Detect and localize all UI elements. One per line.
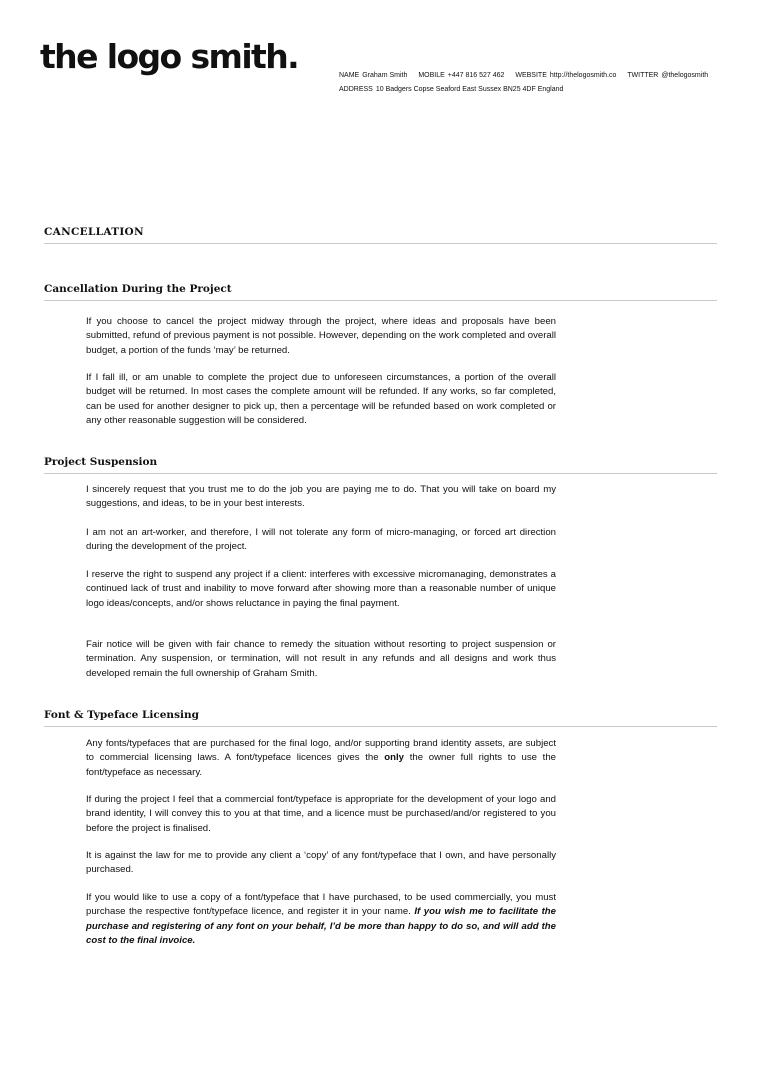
paragraph: If during the project I feel that a commercial font/typeface is appropriate for the development of your logo and brand identity, I will convey this to you at that time, and a licence must be purchased/and/or registered to you before the project is finalised. [86, 794, 556, 834]
page-title: CANCELLATION [44, 226, 144, 238]
paragraph: I am not an art-worker, and therefore, I will not tolerate any form of micro-managing, or forced art direction during the development of the project. [86, 527, 556, 553]
name-value: Graham Smith [362, 72, 408, 79]
twitter-value[interactable]: @thelogosmith [661, 72, 709, 79]
divider [44, 473, 717, 474]
contact-line-2 [339, 83, 708, 97]
paragraph: I sincerely request that you trust me to do the job you are paying me to do. That you will take on board my suggestions, and ideas, to be in your best interests. [86, 484, 556, 510]
paragraph-bold-notice: It is against the law for me to provide any client a ‘copy’ of any font/typeface that I own, and have personally purchased. [86, 850, 556, 876]
paragraph [86, 737, 556, 780]
website-value[interactable]: http://thelogosmith.co [549, 72, 617, 79]
paragraph-bold-italic: If you wish me to facilitate the purchase and registering of any font on your behalf, I’d be more than happy to do so, and will add the cost to the final invoice. [86, 906, 557, 946]
mobile-value: +447 816 527 462 [447, 72, 505, 79]
address-key: ADDRESS [339, 86, 373, 93]
paragraph: Fair notice will be given with fair chance to remedy the situation without resorting to project suspension or termination. Any suspension, or termination, will not result in any refunds and all designs and work thus developed remain the full ownership of Graham Smith. [86, 639, 556, 679]
emphasis-only: only [384, 752, 405, 764]
paragraph: If I fall ill, or am unable to complete the project due to unforeseen circumstances, a portion of the overall budget will be returned. In most cases the complete amount will be refunded. If any works, so far completed, can be used for another designer to pick up, then a percentage will be refunded based on work completed or any other reasonable suggestion will be considered. [86, 372, 556, 426]
section-heading-cancellation: Cancellation During the Project [44, 283, 232, 295]
section-heading-font-licensing: Font & Typeface Licensing [44, 709, 199, 721]
paragraph-text: Any fonts/typefaces that are purchased for the final logo, and/or supporting brand identity assets, are subject to commercial licensing laws. A font/typeface licences gives the [86, 738, 556, 764]
divider [44, 300, 717, 301]
divider [44, 726, 717, 727]
paragraph: If you choose to cancel the project midway through the project, where ideas and proposals have been submitted, refund of previous payment is not possible. However, depending on the work completed and overall budget, a portion of the funds ‘may’ be returned. [86, 316, 556, 356]
paragraph-text: If you would like to use a copy of a font/typeface that I have purchased, to be used commercially, you must purchase the respective font/typeface licence, and register it in your name. [86, 892, 556, 918]
section-heading-suspension: Project Suspension [44, 456, 158, 468]
name-key: NAME [339, 72, 360, 79]
logo: the logo smith. [40, 37, 299, 76]
paragraph: I reserve the right to suspend any project if a client: interferes with excessive micromanaging, demonstrates a continued lack of trust and inability to move forward after showing more than a reasonable number of unique logo ideas/concepts, and/or shows reluctance in paying the final payment. [86, 569, 556, 609]
contact-details [339, 69, 708, 97]
address-value: 10 Badgers Copse Seaford East Sussex BN25 4DF England [375, 86, 564, 93]
paragraph [86, 891, 556, 948]
mobile-key: MOBILE [418, 72, 445, 79]
contact-line-1 [339, 69, 708, 83]
divider [44, 243, 717, 244]
paragraph-text: the owner full rights to use the font/typeface as necessary. [86, 752, 556, 778]
website-key: WEBSITE [515, 72, 547, 79]
twitter-key: TWITTER [627, 72, 659, 79]
